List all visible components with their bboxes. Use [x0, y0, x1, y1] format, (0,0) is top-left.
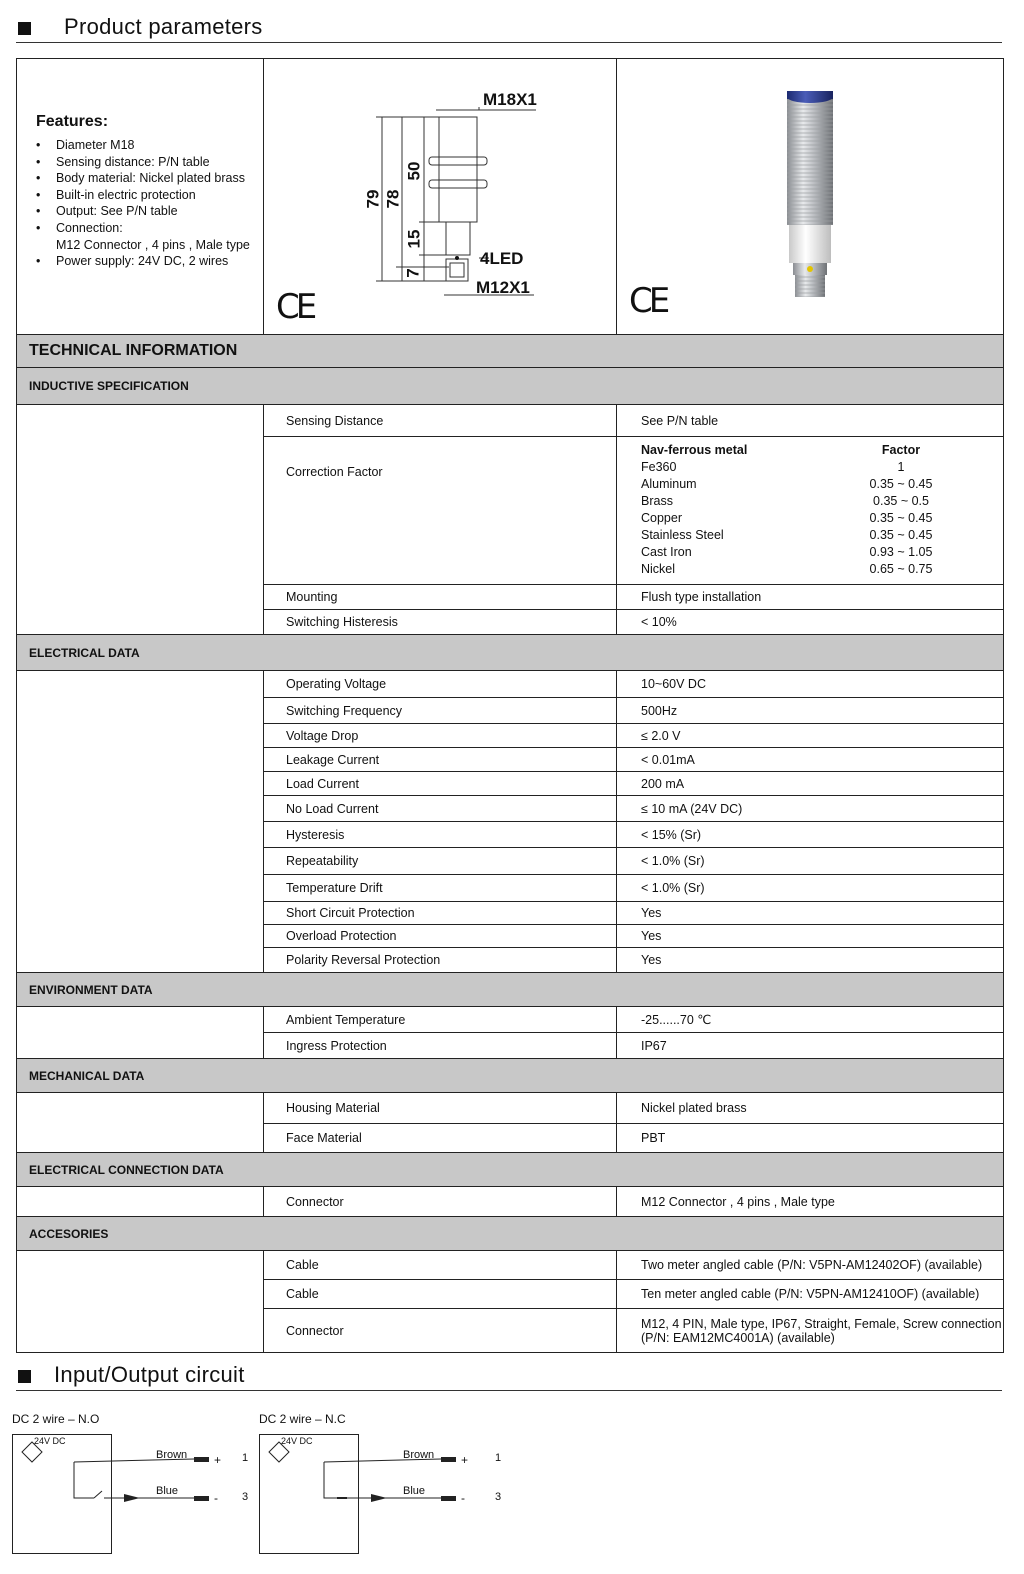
dim-7: 7: [403, 268, 423, 278]
pin-label: 3: [495, 1491, 502, 1503]
pin-label: 1: [242, 1452, 249, 1464]
spec-value: Yes: [617, 902, 1004, 925]
wire-brown: Brown: [156, 1449, 188, 1461]
spec-label: Ambient Temperature: [264, 1007, 617, 1033]
spec-label: Housing Material: [264, 1093, 617, 1124]
connection-detail: M12 Connector , 4 pins , Male type: [56, 237, 250, 252]
spec-value: ≤ 2.0 V: [617, 724, 1004, 748]
cf-factor: 0.93 ~ 1.05: [869, 545, 933, 559]
ce-mark-icon: CE: [629, 281, 667, 321]
cf-metal: Brass: [641, 494, 673, 508]
plus-label: +: [461, 1453, 469, 1467]
feature-item: • Connection: M12 Connector , 4 pins , Male type: [56, 220, 263, 253]
cf-head-factor: Factor: [881, 443, 921, 457]
spec-label: Ingress Protection: [264, 1033, 617, 1059]
spec-value: Ten meter angled cable (P/N: V5PN-AM12410OF) (available): [617, 1280, 1004, 1309]
spec-label: No Load Current: [264, 796, 617, 822]
section-title: Input/Output circuit: [54, 1362, 245, 1387]
minus-label: -: [214, 1491, 218, 1505]
spec-label: Load Current: [264, 772, 617, 796]
spec-label: Cable: [264, 1251, 617, 1280]
spec-value: < 15% (Sr): [617, 822, 1004, 848]
bullet-square-icon: [18, 1370, 31, 1383]
dimension-drawing-cell: [264, 59, 617, 335]
accessory-rows: [17, 1251, 1004, 1353]
io-circuit-heading: [16, 1362, 1002, 1391]
circuit-nc: [259, 1412, 502, 1505]
spec-label: Connector: [264, 1187, 617, 1217]
supply-label: 24V DC: [281, 1436, 313, 1446]
spec-value: < 10%: [617, 610, 1004, 635]
spec-value: ≤ 10 mA (24V DC): [617, 796, 1004, 822]
spec-label: Repeatability: [264, 848, 617, 875]
spec-label: Sensing Distance: [264, 405, 617, 437]
electrical-header: ELECTRICAL DATA: [17, 635, 1004, 671]
circuit-title: DC 2 wire – N.O: [12, 1412, 100, 1426]
thread-bottom-label: M12X1: [476, 278, 530, 297]
spec-value: Flush type installation: [617, 585, 1004, 610]
spec-label: Leakage Current: [264, 748, 617, 772]
minus-label: -: [461, 1491, 465, 1505]
product-parameters-heading: [16, 14, 1002, 43]
spec-label: Voltage Drop: [264, 724, 617, 748]
spec-value: Nickel plated brass: [617, 1093, 1004, 1124]
correction-factor-table: [617, 437, 1004, 585]
spec-label: Mounting: [264, 585, 617, 610]
spec-value: Yes: [617, 925, 1004, 948]
spec-value: < 1.0% (Sr): [617, 875, 1004, 902]
connection-rows: [17, 1187, 1004, 1217]
spec-row: [17, 1093, 1004, 1124]
spec-value: M12 Connector , 4 pins , Male type: [617, 1187, 1004, 1217]
spec-value: IP67: [617, 1033, 1004, 1059]
spec-label: Overload Protection: [264, 925, 617, 948]
spec-row: [17, 1187, 1004, 1217]
feature-item: • Built-in electric protection: [56, 187, 263, 204]
spec-value: 500Hz: [617, 698, 1004, 724]
features-title: Features:: [36, 113, 109, 130]
spec-label: Switching Histeresis: [264, 610, 617, 635]
cf-factor: 0.65 ~ 0.75: [869, 562, 933, 576]
spec-value: M12, 4 PIN, Male type, IP67, Straight, Female, Screw connection (P/N: EAM12MC4001A) (available): [617, 1309, 1004, 1353]
dim-15: 15: [404, 229, 424, 249]
cf-metal: Aluminum: [641, 477, 697, 491]
features-list: [36, 137, 263, 270]
led-label: 4LED: [480, 249, 524, 268]
spec-label: Switching Frequency: [264, 698, 617, 724]
dim-50: 50: [404, 161, 424, 181]
sensor-photo: [617, 59, 1003, 335]
mechanical-header: MECHANICAL DATA: [17, 1059, 1004, 1093]
spec-value: < 0.01mA: [617, 748, 1004, 772]
spec-label: Face Material: [264, 1124, 617, 1153]
mechanical-rows: [17, 1093, 1004, 1153]
wire-blue: Blue: [403, 1485, 426, 1497]
cf-metal: Cast Iron: [641, 545, 692, 559]
cf-factor: 0.35 ~ 0.45: [869, 477, 933, 491]
circuit-title: DC 2 wire – N.C: [259, 1412, 346, 1426]
spec-label: Correction Factor: [264, 437, 617, 585]
spec-table: [16, 58, 1004, 1353]
feature-item: • Body material: Nickel plated brass: [56, 170, 263, 187]
cf-factor: 1: [897, 460, 905, 474]
spec-value: 10~60V DC: [617, 671, 1004, 698]
dimension-drawing: [264, 59, 616, 335]
spec-value: PBT: [617, 1124, 1004, 1153]
spec-value: Yes: [617, 948, 1004, 973]
inductive-header: INDUCTIVE SPECIFICATION: [17, 368, 1004, 405]
wire-brown: Brown: [403, 1449, 435, 1461]
dim-78: 78: [383, 189, 403, 209]
spec-label: Connector: [264, 1309, 617, 1353]
environment-header: ENVIRONMENT DATA: [17, 973, 1004, 1007]
feature-item: • Sensing distance: P/N table: [56, 154, 263, 171]
cf-metal: Copper: [641, 511, 682, 525]
feature-item: • Power supply: 24V DC, 2 wires: [56, 253, 263, 270]
spec-label: Operating Voltage: [264, 671, 617, 698]
cf-metal: Nickel: [641, 562, 676, 576]
supply-label: 24V DC: [34, 1436, 66, 1446]
circuit-no: [12, 1412, 249, 1505]
spec-label: Hysteresis: [264, 822, 617, 848]
spec-value: < 1.0% (Sr): [617, 848, 1004, 875]
tech-info-header: TECHNICAL INFORMATION: [17, 335, 1004, 368]
spec-value: See P/N table: [617, 405, 1004, 437]
spec-row: [17, 671, 1004, 698]
features-cell: [17, 59, 264, 335]
cf-factor: 0.35 ~ 0.45: [869, 528, 933, 542]
product-photo-cell: [617, 59, 1004, 335]
feature-item: • Diameter M18: [56, 137, 263, 154]
overview-row: [17, 59, 1004, 335]
electrical-rows: [17, 671, 1004, 973]
accessories-header: ACCESORIES: [17, 1217, 1004, 1251]
thread-top-label: M18X1: [483, 90, 537, 109]
pin-label: 3: [242, 1491, 249, 1503]
plus-label: +: [214, 1453, 222, 1467]
spec-label: Temperature Drift: [264, 875, 617, 902]
cf-metal: Stainless Steel: [641, 528, 724, 542]
environment-rows: [17, 1007, 1004, 1059]
connection-header: ELECTRICAL CONNECTION DATA: [17, 1153, 1004, 1187]
spec-label: Polarity Reversal Protection: [264, 948, 617, 973]
ce-mark-icon: CE: [276, 287, 314, 327]
bullet-square-icon: [18, 22, 31, 35]
cf-factor: 0.35 ~ 0.5: [873, 494, 929, 508]
dim-79: 79: [363, 189, 383, 209]
feature-item: • Output: See P/N table: [56, 203, 263, 220]
spec-row: [17, 405, 1004, 437]
cf-metal: Fe360: [641, 460, 677, 474]
spec-label: Short Circuit Protection: [264, 902, 617, 925]
spec-value: Two meter angled cable (P/N: V5PN-AM12402OF) (available): [617, 1251, 1004, 1280]
cf-head-metal: Nav-ferrous metal: [641, 443, 748, 457]
cf-factor: 0.35 ~ 0.45: [869, 511, 933, 525]
wire-blue: Blue: [156, 1485, 179, 1497]
pin-label: 1: [495, 1452, 502, 1464]
spec-value: 200 mA: [617, 772, 1004, 796]
spec-row: [17, 1251, 1004, 1280]
spec-value: -25......70 ℃: [617, 1007, 1004, 1033]
section-title: Product parameters: [64, 14, 263, 39]
spec-row: [17, 1007, 1004, 1033]
spec-label: Cable: [264, 1280, 617, 1309]
